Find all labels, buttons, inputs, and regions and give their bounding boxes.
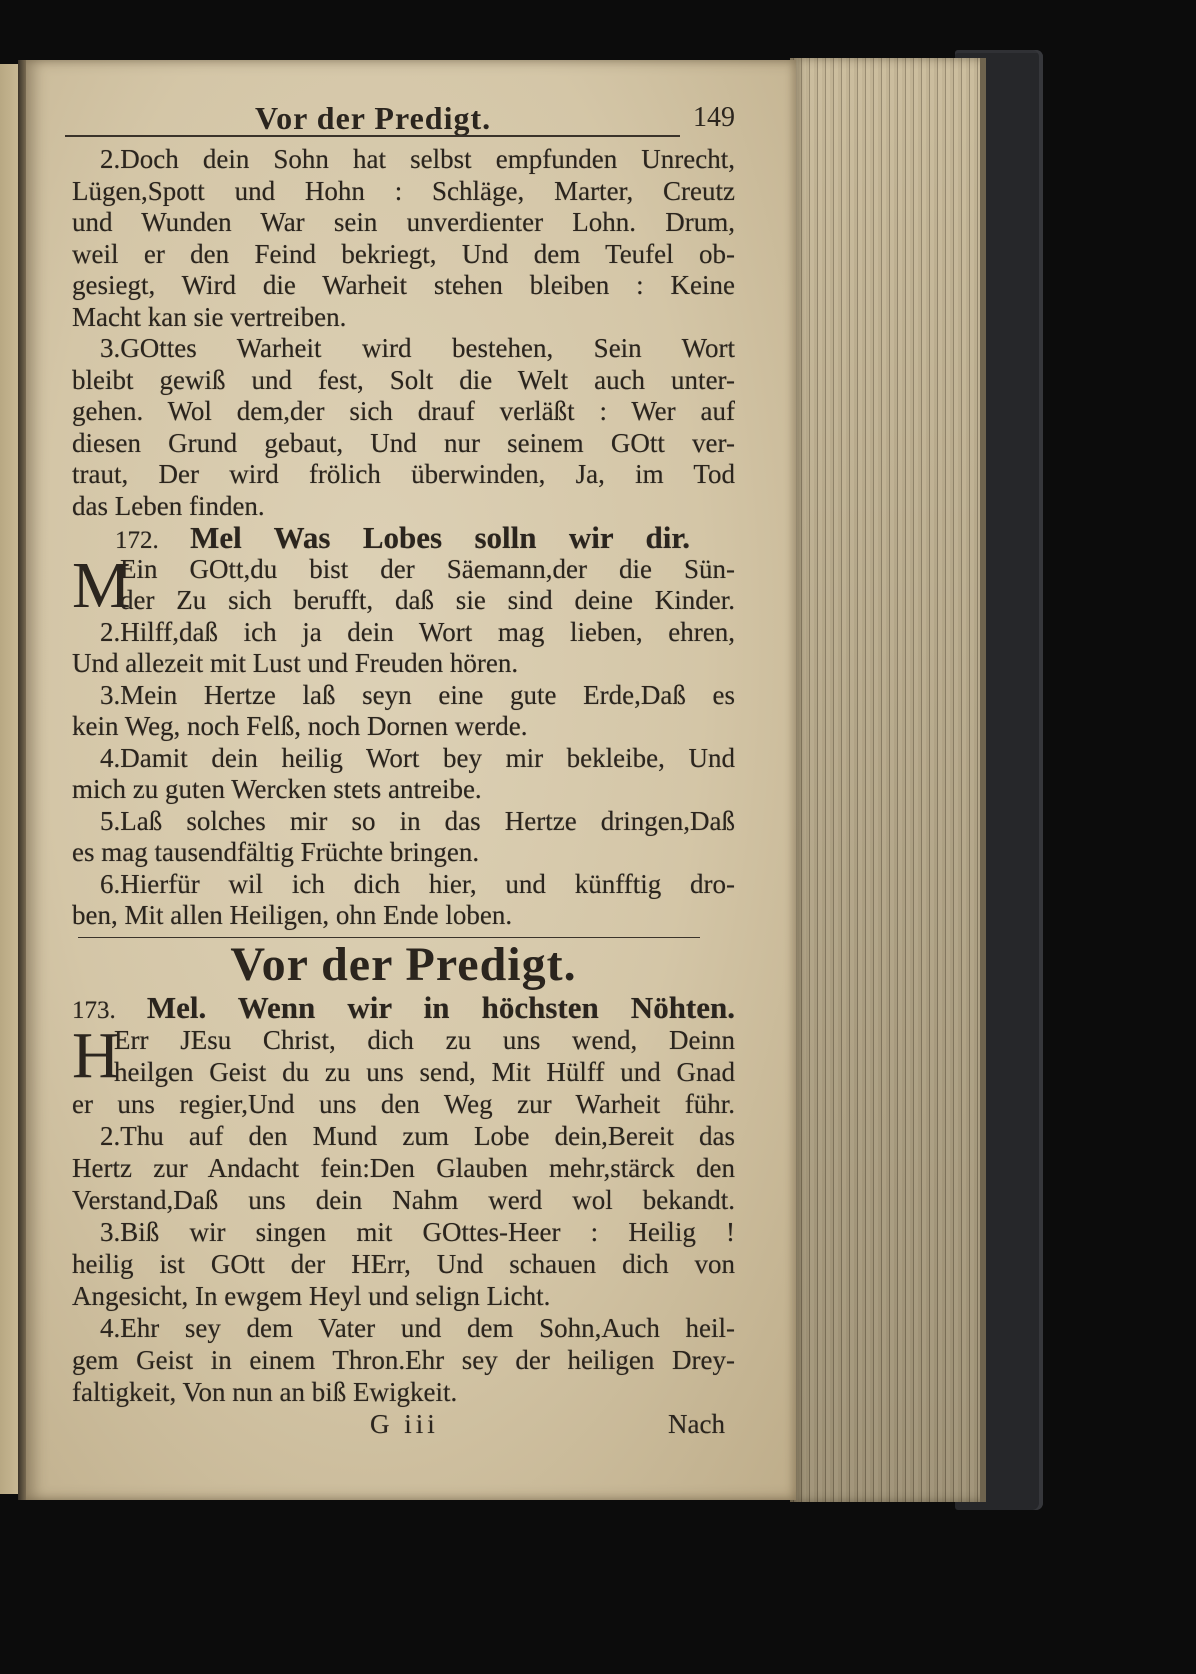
text-line: er uns regier,Und uns den Weg zur Warheit führ. (72, 1088, 735, 1119)
page-number: 149 (693, 102, 735, 133)
text-line: 2.Doch dein Sohn hat selbst empfunden Unrecht, (100, 144, 735, 174)
text-line: und Wunden War sein unverdienter Lohn. Drum, (72, 207, 735, 237)
drop-cap-letter: H (72, 1018, 120, 1092)
drop-cap-letter: M (72, 548, 131, 622)
hymn-number: 172. (115, 527, 159, 554)
running-head (72, 98, 735, 138)
hymn-heading (72, 992, 735, 1024)
text-line: 6.Hierfür wil ich dich hier, und künfftig dro- (100, 868, 735, 899)
section-title: Vor der Predigt. (230, 937, 577, 991)
text-line: gesiegt, Wird die Warheit stehen bleiben : Keine (72, 270, 735, 300)
text-line: der Zu sich berufft, daß sie sind deine Kinder. (120, 585, 735, 615)
text-line: heilig ist GOtt der HErr, Und schauen dich von (72, 1248, 735, 1279)
text-line: Verstand,Daß uns dein Nahm werd wol bekandt. (72, 1184, 735, 1215)
running-head-title: Vor der Predigt. (255, 100, 492, 136)
text-line: 2.Thu auf den Mund zum Lobe dein,Bereit das (100, 1120, 735, 1151)
signature-mark: G iii (370, 1408, 439, 1439)
running-head-rule (65, 135, 680, 137)
text-line: 2.Hilff,daß ich ja dein Wort mag lieben, ehren, (100, 616, 735, 647)
text-line: 5.Laß solches mir so in das Hertze dringen,Daß (100, 805, 735, 836)
text-line: ben, Mit allen Heiligen, ohn Ende loben. (72, 900, 513, 930)
text-line: 3.Mein Hertze laß seyn eine gute Erde,Daß es (100, 679, 735, 710)
text-line: Angesicht, In ewgem Heyl und selign Licht. (72, 1280, 551, 1311)
drop-cap-stanza (72, 1018, 735, 1092)
text-block (72, 144, 735, 1440)
text-line: diesen Grund gebaut, Und nur seinem GOtt ver- (72, 427, 735, 458)
text-line: traut, Der wird frölich überwinden, Ja, im Tod (72, 459, 735, 489)
hymn-heading (72, 522, 735, 554)
text-line: 4.Damit dein heilig Wort bey mir bekleibe, Und (100, 742, 735, 773)
upper-section (72, 144, 735, 932)
text-line: 3.Biß wir singen mit GOttes-Heer : Heilig ! (100, 1216, 735, 1247)
page-footer (72, 1408, 735, 1440)
text-line: Ein GOtt,du bist der Säemann,der die Sün- (120, 553, 735, 584)
book-page (26, 60, 796, 1500)
hymn-melody: Mel Was Lobes solln wir dir. (190, 522, 690, 554)
text-line: das Leben finden. (72, 490, 265, 521)
text-line: faltigkeit, Von nun an biß Ewigkeit. (72, 1376, 458, 1407)
text-line: weil er den Feind bekriegt, Und dem Teufel ob- (72, 238, 735, 269)
text-line: Lügen,Spott und Hohn : Schläge, Marter, Creutz (72, 175, 735, 206)
text-line: bleibt gewiß und fest, Solt die Welt auch unter- (72, 364, 735, 395)
hymn-number: 173. (72, 996, 116, 1024)
text-line: gem Geist in einem Thron.Ehr sey der heiligen Drey- (72, 1344, 735, 1375)
drop-cap-stanza (72, 548, 735, 622)
hymn-melody: Mel. Wenn wir in höchsten Nöhten. (146, 991, 735, 1024)
text-line: gehen. Wol dem,der sich drauf verläßt : Wer auf (72, 396, 735, 426)
text-line: Macht kan sie vertreiben. (72, 301, 347, 332)
page-fore-edge (790, 58, 986, 1502)
text-line: Err JEsu Christ, dich zu uns wend, Deinn (114, 1024, 735, 1055)
text-line: 3.GOttes Warheit wird bestehen, Sein Wort (100, 333, 735, 363)
text-line: mich zu guten Wercken stets antreibe. (72, 774, 482, 804)
catchword: Nach (668, 1408, 725, 1439)
text-line: Und allezeit mit Lust und Freuden hören. (72, 648, 519, 678)
text-line: heilgen Geist du zu uns send, Mit Hülff und Gnad (114, 1056, 735, 1087)
text-line: Hertz zur Andacht fein:Den Glauben mehr,stärck den (72, 1152, 735, 1183)
text-line: 4.Ehr sey dem Vater und dem Sohn,Auch heil- (100, 1312, 735, 1343)
text-line: es mag tausendfältig Früchte bringen. (72, 837, 480, 867)
text-line: kein Weg, noch Felß, noch Dornen werde. (72, 711, 528, 741)
lower-section (72, 992, 735, 1440)
